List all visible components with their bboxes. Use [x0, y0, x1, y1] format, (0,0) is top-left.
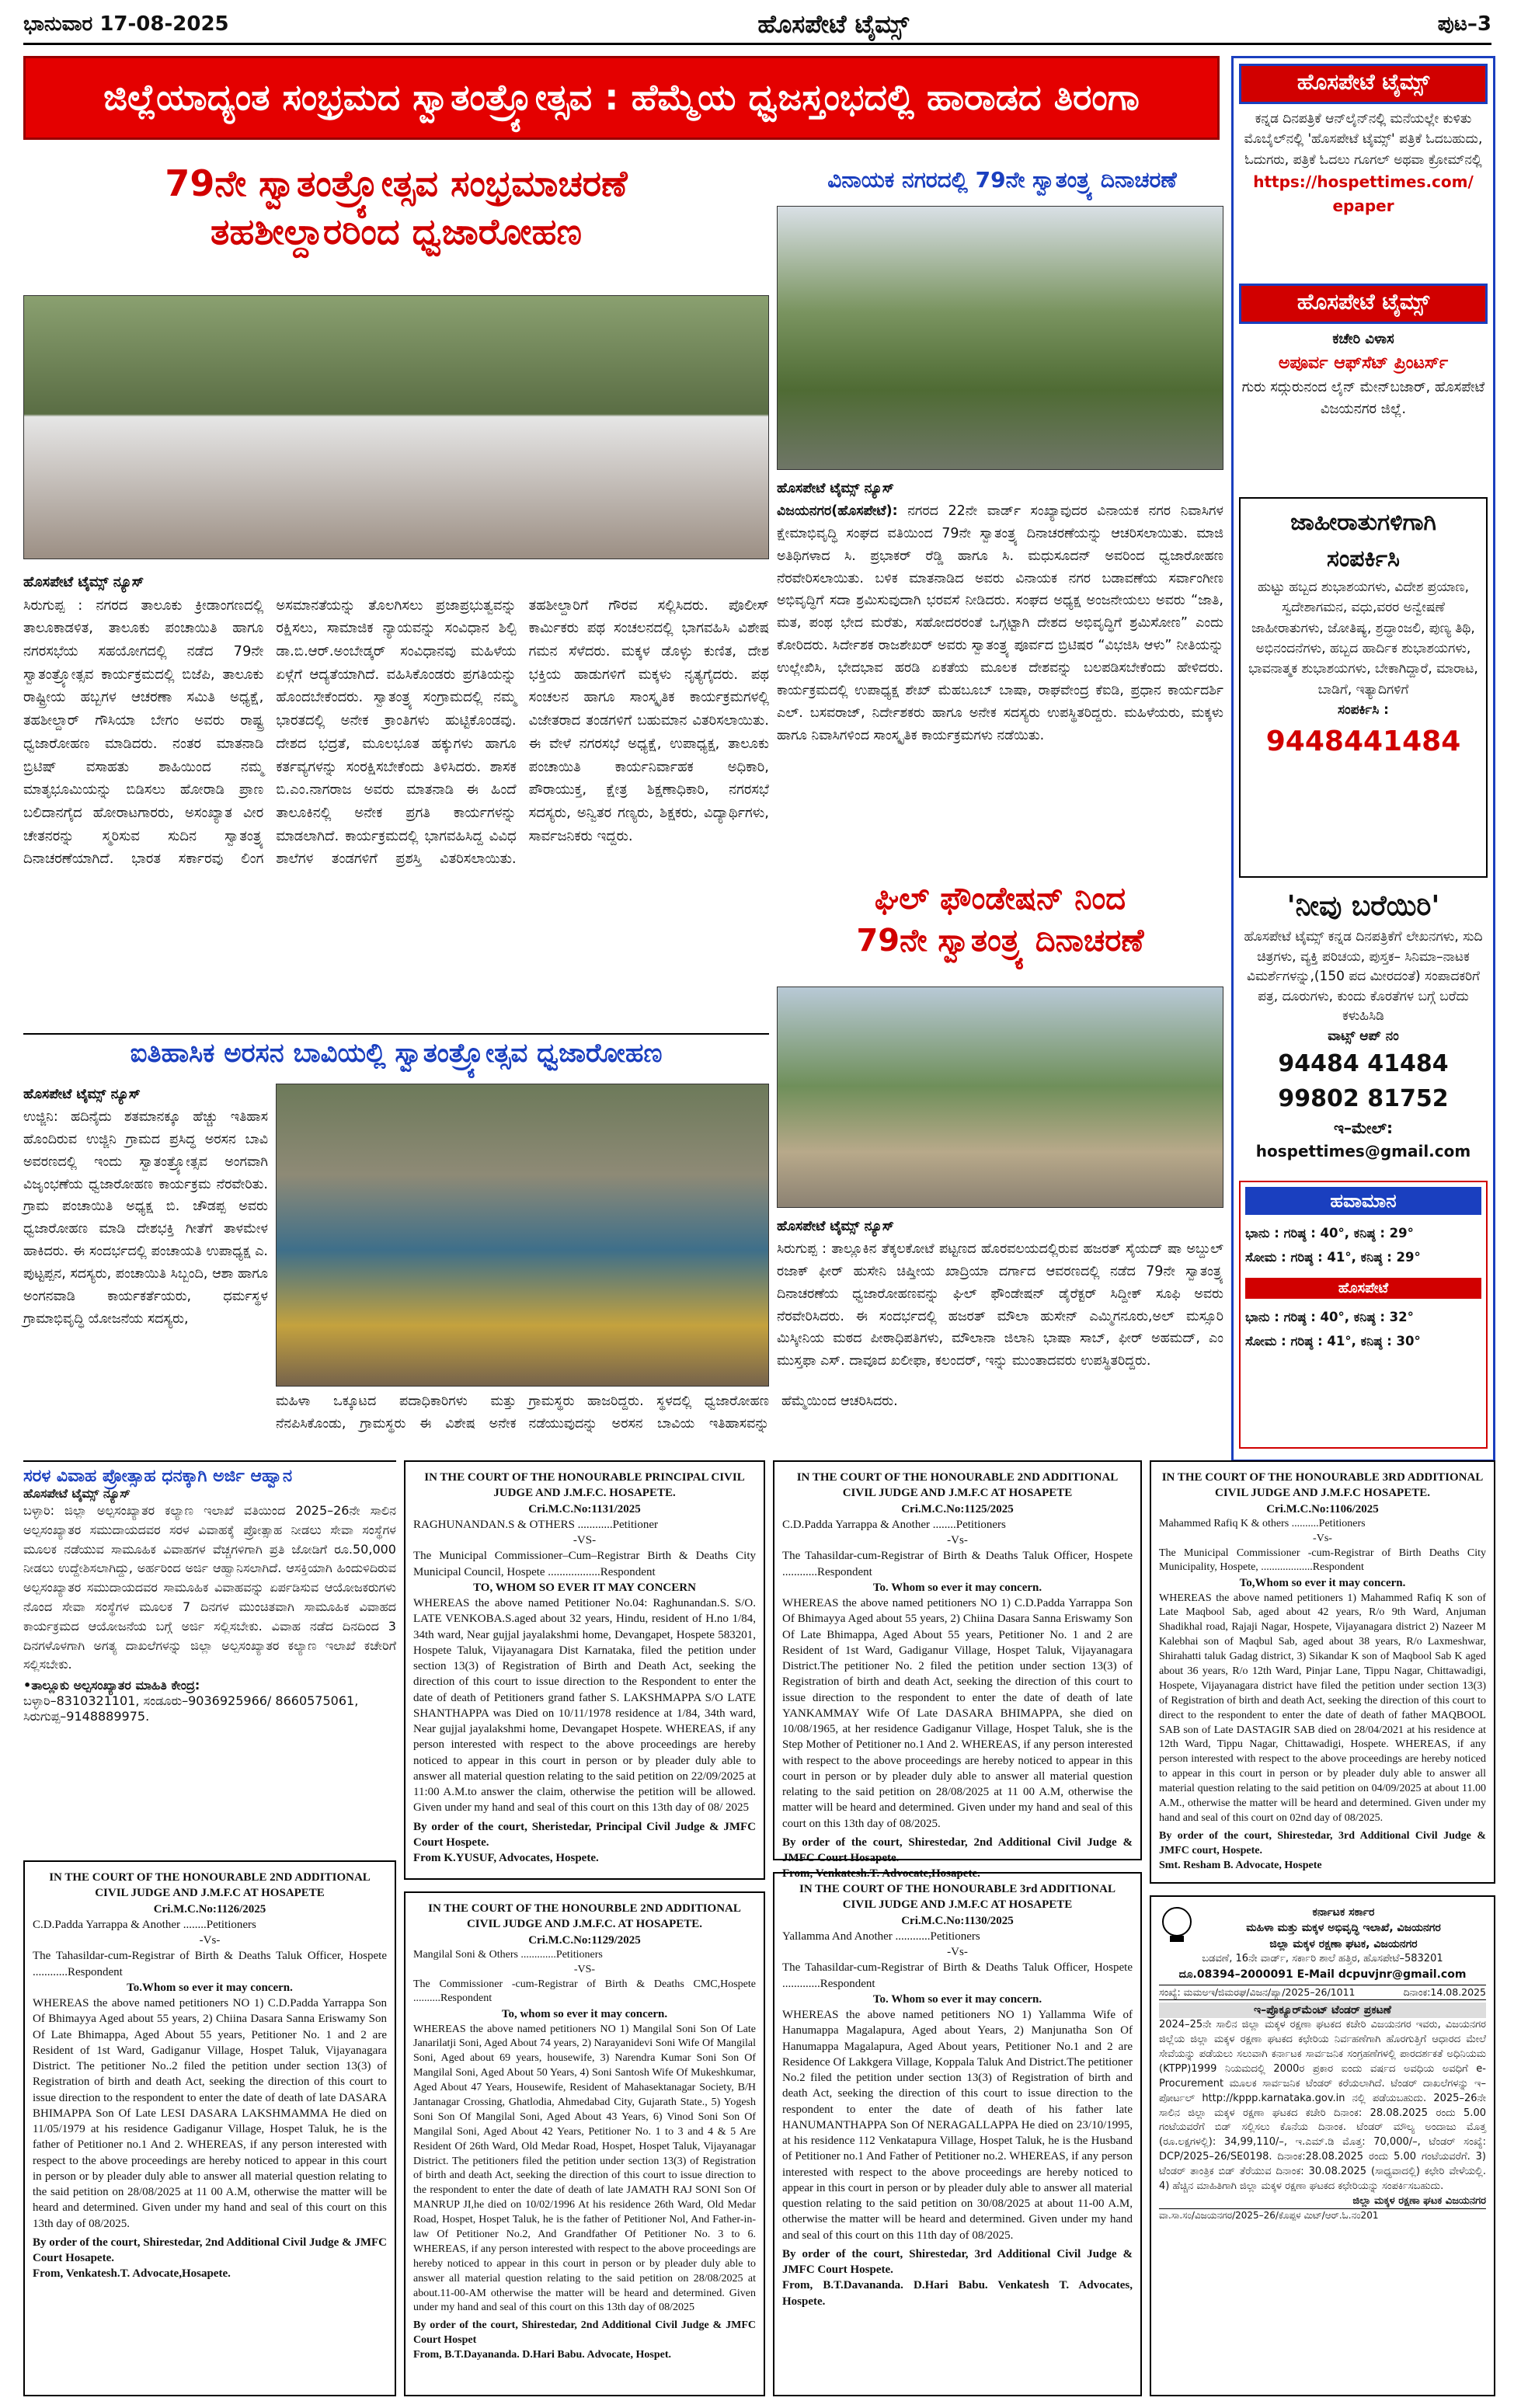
- story1-byline: ಹೊಸಪೇಟೆ ಟೈಮ್ಸ್ ನ್ಯೂಸ್: [23, 574, 144, 590]
- tender-line4: ಬಡವಣೆ, 16ನೇ ವಾರ್ಡ್, ಸರ್ಕಾರಿ ಶಾಲೆ ಹತ್ತಿರ, ಹೊಸಪೇಟೆ–583201: [1202, 1952, 1443, 1964]
- story4-byline: ಹೊಸಪೇಟೆ ಟೈಮ್ಸ್ ನ್ಯೂಸ್: [23, 1087, 141, 1102]
- notice-vs: -Vs-: [947, 1534, 968, 1547]
- notice-case: Cri.M.C.No:1129/2025: [528, 1933, 641, 1947]
- story5-info: ಬಳ್ಳಾರಿ–8310321101, ಸಂಡೂರು–9036925966/ 8660575061, ಸಿರುಗುಪ್ಪ–9148889975.: [23, 1693, 359, 1724]
- story3-photo: [777, 987, 1223, 1208]
- notice-from: From, Venkatesh.T. Advocate,Hosapete.: [33, 2267, 231, 2281]
- notice-body: WHEREAS the above named petitioners NO 1) Mangilal Soni Son Of Late Janarilatji Soni, Aged About 74 years, 2) Narayanidevi Soni Wife Of Mangilal Soni, Aged about 69 years, housewife, 3) Narendra Kumar Soni Son Of Mangilal Soni, Aged About 50 Years, 4) Soni Santosh Wife Of Mukeshkumar, Aged About 47 Years, Housewife, Resident of Mahasektanagar Society, B/H Jantanagar Crossing, Ghatlodia, Ahmedabad City, Gujarath State., 5) Yogesh Soni Son Of Mangilal Soni, Aged About 43 Years, 6) Vinod Soni Son Of Mangilal Soni, Aged About 42 Years, Petitioner No. 1 to 3 and 4 & 5 Are Resident Of 26th Ward, Old Medar Road, Hospet, Hospet Taluk, Vijayanagar District. The petitioners filed the petition under section 13(3) of Registration of birth and death Act, seeking the direction of this court to issue direction to the respondent to enter the date of death of late JAMATH RAJ SONI Son Of MANRUP JI,he died on 10/02/1996 At his residence 26th Ward, Old Medar Road, Hospet, Hospet Taluk, he is the father of Petitioner Nol, And Father-in-law Of Petitioner No.2, And Grandfather Of Petitioner No. 3 to 6. WHEREAS, if any person interested with respect to the above proceedings are hereby noticed to appear in this court in person or by pleader duly able to answer all material question relating to the said petition on 28/08/2025 at about.11-00-AM otherwise the matter will be heard and determined. Given under my hand and seal of this court on this 13th day of 08/2025: [413, 2023, 756, 2314]
- notice-from: Smt. Resham B. Advocate, Hospete: [1159, 1859, 1322, 1871]
- ad1-body: [1239, 109, 1488, 264]
- tender-footer: ವಾ.ಸಾ.ಸಂ/ವಿಜಯನಗರ/2025–26/ಕೊಪ್ಪಳ ಮಿಟ್/ಆರ್.ಓ.ನಂ201: [1159, 2208, 1486, 2222]
- notice-6: [773, 1872, 1142, 2396]
- ad2-head: ಹೊಸಪೇಟೆ ಟೈಮ್ಸ್: [1239, 284, 1488, 324]
- tender-date: ದಿನಾಂಕ:14.08.2025: [1403, 1986, 1486, 1999]
- notice-vs: -Vs-: [947, 1946, 968, 1958]
- notice-respondent: The Municipal Commissioner -cum-Registrar of Birth Deaths City Municipality, Hospete, ...................Respondent: [1159, 1547, 1486, 1574]
- notice-vs: -Vs-: [199, 1934, 221, 1947]
- story4-body-left: ಉಜ್ಜಿನಿ: ಹದಿನೈದು ಶತಮಾನಕ್ಕೂ ಹೆಚ್ಚು ಇತಿಹಾಸ ಹೊಂದಿರುವ ಉಜ್ಜಿನಿ ಗ್ರಾಮದ ಪ್ರಸಿದ್ಧ ಅರಸನ ಬಾವಿ ಅವರಣದಲ್ಲಿ ಇಂದು ಸ್ವಾತಂತ್ರ್ಯೋತ್ಸವ ಅಂಗವಾಗಿ ವಿಜೃಂಭಣೆಯ ಧ್ವಜಾರೋಹಣ ಕಾರ್ಯಕ್ರಮ ನೆರವೇರಿತು. ಗ್ರಾಮ ಪಂಚಾಯಿತಿ ಅಧ್ಯಕ್ಷ ಬಿ. ಚೌಡಪ್ಪ ಅವರು ಧ್ವಜಾರೋಹಣ ಮಾಡಿ ದೇಶಭಕ್ತಿ ಗೀತೆಗೆ ತಾಳಮೇಳ ಹಾಕಿದರು. ಈ ಸಂದರ್ಭದಲ್ಲಿ ಪಂಚಾಯತಿ ಉಪಾಧ್ಯಕ್ಷ ಎ. ಪುಟ್ಟಪ್ಪನ, ಸದಸ್ಯರು, ಪಂಚಾಯಿತಿ ಸಿಬ್ಬಂದಿ, ಆಶಾ ಹಾಗೂ ಅಂಗನವಾಡಿ ಕಾರ್ಯಕರ್ತೆಯರು, ಧರ್ಮಸ್ಥಳ ಗ್ರಾಮಾಭಿವೃದ್ಧಿ ಯೋಜನೆಯ ಸದಸ್ಯರು,: [23, 1108, 268, 1327]
- notice-from: From, Venkatesh.T. Advocate,Hosapete.: [782, 1867, 980, 1881]
- story5-body: ಬಳ್ಳಾರಿ: ಜಿಲ್ಲಾ ಅಲ್ಪಸಂಖ್ಯಾತರ ಕಲ್ಯಾಣ ಇಲಾಖೆ ವತಿಯಿಂದ 2025–26ನೇ ಸಾಲಿನ ಅಲ್ಪಸಂಖ್ಯಾತರ ಸಮುದಾಯದವರ ಸರಳ ವಿವಾಹಕ್ಕೆ ಪ್ರೋತ್ಸಾಹ ನೀಡಲು ಸೇವಾ ಸಂಸ್ಥೆಗಳ ಮೂಲಕ ನಡೆಯುವ ಸಾಮೂಹಿಕ ವಿವಾಹಗಳ ವೆಚ್ಚಗಳಿಗಾಗಿ ಪ್ರತಿ ಜೋಡಿಗೆ ರೂ.50,000 ನೀಡಲು ಉದ್ದೇಶಿಸಲಾಗಿದ್ದು, ಅರ್ಹರಿಂದ ಅರ್ಜಿ ಆಹ್ವಾನಿಸಲಾಗಿದೆ. ಆಸಕ್ತಿಯಾಗಿ ಹಿಂದುಳಿದಿರುವ ಅಲ್ಪಸಂಖ್ಯಾತರ ಸಮುದಾಯದವರ ಸಾಮೂಹಿಕ ವಿವಾಹವನ್ನು ಏರ್ಪಡಿಸುವ ಆಯೋಜಕರುಗಳು ನೊಂದ ಸೇವಾ ಸಂಸ್ಥೆಗಳ ಮೂಲಕ 7 ದಿನಗಳ ಮುಂಚಿತವಾಗಿ ಸಾಮೂಹಿಕ ವಿವಾಹದ ಕಾರ್ಯಕ್ರಮದ ಆಯೋಜನೆಯ ಬಗ್ಗೆ ಅರ್ಜಿ ಸಲ್ಲಿಸಬೇಕು. ವಿವಾಹ ನಡೆದ ದಿನದಿಂದ 3 ದಿನಗಳೊಳಗಾಗಿ ಅಗತ್ಯ ದಾಖಲೆಗಳನ್ನು ಜಿಲ್ಲಾ ಅಲ್ಪಸಂಖ್ಯಾತರ ಕಲ್ಯಾಣ ಇಲಾಖೆ ಕಚೇರಿಗೆ ಸಲ್ಲಿಸಬೇಕು.: [23, 1503, 396, 1672]
- weather-place: ಹೊಸಪೇಟೆ: [1245, 1278, 1481, 1299]
- notice-sign: By order of the court, Sheristedar, Principal Civil Judge & JMFC Court Hospete.: [413, 1820, 756, 1849]
- ad4-text: ಹೊಸಪೇಟೆ ಟೈಮ್ಸ್ ಕನ್ನಡ ದಿನಪತ್ರಿಕೆಗೆ ಲೇಖನಗಳು, ಸುದಿ ಚಿತ್ರಗಳು, ವ್ಯಕ್ತಿ ಪರಿಚಯ, ಪುಸ್ತಕ– ಸಿನಿಮಾ–ನಾಟಕ ವಿಮರ್ಶೆಗಳನ್ನು,(150 ಪದ ಮೀರದಂತೆ) ಸಂಪಾದಕರಿಗೆ ಪತ್ರ, ದೂರುಗಳು, ಕುಂದು ಕೊರತೆಗಳ ಬಗ್ಗೆ ಬರೆದು ಕಳುಹಿಸಿಡಿ: [1244, 929, 1483, 1024]
- notice-case: Cri.M.C.No:1125/2025: [901, 1502, 1014, 1515]
- ad2-l4: ವಿಜಯನಗರ ಜಿಲ್ಲೆ.: [1320, 400, 1407, 417]
- notice-5: [404, 1891, 765, 2396]
- ad2-l2: ಅಪೂರ್ವ ಆಫ್‌ಸೆಟ್ ಪ್ರಿಂಟರ್ಸ್: [1278, 353, 1449, 373]
- story4-headline: ಐತಿಹಾಸಿಕ ಅರಸನ ಬಾವಿಯಲ್ಲಿ ಸ್ವಾತಂತ್ರ್ಯೋತ್ಸವ ಧ್ವಜಾರೋಹಣ: [23, 1033, 769, 1072]
- notice-from: From, B.T.Davananda. D.Hari Babu. Venkatesh T. Advocates, Hospete.: [782, 2279, 1133, 2308]
- notice-sign: By order of the court, Shirestedar, 2nd Additional Civil Judge & JMFC Court Hosapete.: [33, 2236, 387, 2264]
- notice-petitioner: Mahammed Rafiq K & others ..........Petitioners: [1159, 1517, 1366, 1529]
- story5-headline: ಸರಳ ವಿವಾಹ ಪ್ರೋತ್ಸಾಹ ಧನಕ್ಕಾಗಿ ಅರ್ಜಿ ಆಹ್ವಾನ: [23, 1467, 293, 1486]
- notice-sign: By order of the court, Shirestedar, 3rd Additional Civil Judge & JMFC court, Hospete.: [1159, 1829, 1486, 1856]
- story3-byline: ಹೊಸಪೇಟೆ ಟೈಮ್ಸ್ ನ್ಯೂಸ್: [777, 1219, 894, 1234]
- notice-body: WHEREAS the above named Petitioner No.04: Raghunandan.S. S/O. LATE VENKOBA.S.aged about 32 years, Hindu, resident of H.no 1/84, 34th ward, Near gujjal jayalakshmi home, Devangapet, Hospete 583201, Hospete Taluk, Vijayanagara Dist Karnataka, filed the petition under section 13(3) of Registration of Birth and Death Act, seeking the direction of this court to issue direction to the Respondent to enter the date of death of Petitioners grand father S. LAKSHMAPPA S/O LATE SHANTHAPPA was Died on 10/11/1978 residence at 1/84, 34th ward, Near gujjal jayalakshmi home, Devangapet Hospete. WHEREAS, if any person interested with respect to the above proceedings are hereby noticed to appear in this court in person or by pleader duly able to answer all material question relating to the said petition on 22/09/2025 at 11:00 A.M.to answer the claim, otherwise the petition will be allowed. Given under my hand and seal of this court on this 13th day of 08/ 2025: [413, 1597, 756, 1815]
- ad3-text: ಹುಟ್ಟು ಹಬ್ಬದ ಶುಭಾಶಯಗಳು, ವಿದೇಶ ಪ್ರಯಾಣ, ಸ್ವದೇಶಾಗಮನ, ವಧು,ವರರ ಅನ್ವೇಷಣೆ ಜಾಹೀರಾತುಗಳು, ಜೋತಿಷ್ಯ, ಶ್ರದ್ಧಾಂಜಲಿ, ಪುಣ್ಯ ತಿಥಿ, ಅಭಿನಂದನೆಗಳು, ಹಬ್ಬದ ಹಾರ್ದಿಕ ಶುಭಾಶಯಗಳು, ಭಾವನಾತ್ಮಕ ಶುಭಾಶಯಗಳು, ಬೇಕಾಗಿದ್ದಾರೆ, ಮಾರಾಟ, ಬಾಡಿಗೆ, ಇತ್ಯಾದಿಗಳಿಗೆ: [1248, 579, 1478, 698]
- weather-line3: ಭಾನು : ಗರಿಷ್ಠ : 40°, ಕನಿಷ್ಠ : 32°: [1245, 1309, 1414, 1324]
- ad3-sub: ಸಂಪರ್ಕಿಸಿ: [1327, 545, 1400, 572]
- story1-headline-line2: ತಹಶೀಲ್ದಾರರಿಂದ ಧ್ವಜಾರೋಹಣ: [210, 211, 583, 253]
- notice-title: IN THE COURT OF THE HONOURABLE PRINCIPAL CIVIL JUDGE AND J.M.F.C. HOSAPETE.: [424, 1471, 745, 1500]
- notice-petitioner: C.D.Padda Yarrappa & Another ........Petitioners: [33, 1918, 256, 1931]
- story3-body: ಸಿರುಗುಪ್ಪ : ತಾಲ್ಲೂಕಿನ ತೆಕ್ಕಲಕೋಟೆ ಪಟ್ಟಣದ ಹೊರವಲಯದಲ್ಲಿರುವ ಹಜರತ್ ಸೈಯದ್ ಷಾ ಅಬ್ದುಲ್ ರಜಾಕ್ ಫೀರ್ ಹುಸೇನಿ ಚಿಷ್ತೀಯ ಖಾದ್ರಿಯಾ ದರ್ಗಾದ ಆವರಣದಲ್ಲಿ ನಡೆದ 79ನೇ ಸ್ವಾತಂತ್ರ್ಯ ದಿನಾಚರಣೆಯ ಧ್ವಜಾರೋಹಣವನ್ನು ಘಿಲ್ ಫೌಂಡೇಷನ್ ಡೈರೆಕ್ಟರ್ ಸಿದ್ದೀಕ್ ಸೂಫಿ ಅವರು ನೆರವೇರಿಸಿದರು. ಈ ಸಂದರ್ಭದಲ್ಲಿ ಹಜರತ್ ಮೌಲಾ ಹುಸೇನ್ ಎಮ್ಮಿಗನೂರು,ಅಲ್ ಮಸ್ಸೂರಿ ಮಿಸ್ಕೀನಿಯ ಮಠದ ಪೀಠಾಧಿಪತಿಗಳು, ಮೌಲಾನಾ ಜಿಲಾನಿ ಭಾಷಾ ಸಾಬ್, ಫೀರ್ ಅಹಮದ್, ಎಂ ಮುಸ್ತಫಾ ಎಸ್. ದಾವೂದ ಖಲೀಫಾ, ಕಲಂದರ್, ಇನ್ನು ಮುಂತಾದವರು ಉಪಸ್ಥಿತರಿದ್ದರು.: [777, 1241, 1223, 1369]
- story4-photo: [276, 1084, 769, 1387]
- notice-respondent: The Tahasildar-cum-Registrar of Birth & Deaths Taluk Officer, Hospete ............Respondent: [33, 1950, 387, 1978]
- weather-box: [1239, 1181, 1488, 1449]
- ad4-phone2[interactable]: 99802 81752: [1278, 1085, 1449, 1112]
- notice-title: IN THE COURT OF THE HONOURBLE 2ND ADDITIONAL CIVIL JUDGE AND J.M.F.C. AT HOSAPETE.: [428, 1902, 741, 1931]
- notice-title: IN THE COURT OF THE HONOURABLE 2ND ADDITIONAL CIVIL JUDGE AND J.M.F.C AT HOSAPETE: [796, 1471, 1119, 1500]
- story1-headline-line1: 79ನೇ ಸ್ವಾತಂತ್ರ್ಯೋತ್ಸವ ಸಂಭ್ರಮಾಚರಣೆ: [165, 162, 628, 204]
- ad4-body: [1239, 886, 1488, 1165]
- notice-respondent: The Commissioner -cum-Registrar of Birth & Deaths CMC,Hospete ..........Respondent: [413, 1978, 756, 2005]
- ad1-head: ಹೊಸಪೇಟೆ ಟೈಮ್ಸ್: [1239, 64, 1488, 104]
- notice-1: [404, 1460, 765, 1880]
- story3-headline-line2: 79ನೇ ಸ್ವಾತಂತ್ರ್ಯ ದಿನಾಚರಣೆ: [856, 923, 1144, 959]
- notice-case: Cri.M.C.No:1130/2025: [901, 1914, 1014, 1927]
- story2-byline: ಹೊಸಪೇಟೆ ಟೈಮ್ಸ್ ನ್ಯೂಸ್: [777, 481, 894, 496]
- story4-body-bottom: ಮಹಿಳಾ ಒಕ್ಕೂಟದ ಪದಾಧಿಕಾರಿಗಳು ಮತ್ತು ನೆನಪಿಸಿಕೊಂಡು, ಗ್ರಾಮಸ್ಥರು ಈ ವಿಶೇಷ ಅನೇಕ ಗ್ರಾಮಸ್ಥರು ಹಾಜರಿದ್ದರು. ಸ್ಥಳದಲ್ಲಿ ಧ್ವಜಾರೋಹಣ ನಡೆಯುವುದನ್ನು ಅರಸನ ಬಾವಿಯ ಇತಿಹಾಸವನ್ನು ಹೆಮ್ಮೆಯಿಂದ ಆಚರಿಸಿದರು.: [276, 1394, 898, 1432]
- ad1-text: ಕನ್ನಡ ದಿನಪತ್ರಿಕೆ ಆನ್‌ಲೈನ್‌ನಲ್ಲಿ ಮನೆಯಲ್ಲೇ ಕುಳಿತು ಮೊಬೈಲ್‌ನಲ್ಲಿ 'ಹೊಸಪೇಟೆ ಟೈಮ್ಸ್' ಪತ್ರಿಕೆ ಓದಬಹುದು, ಓದುಗರು, ಪತ್ರಿಕೆ ಓದಲು ಗೂಗಲ್ ಅಥವಾ ಕ್ರೋಮ್‌ನಲ್ಲಿ: [1244, 111, 1483, 168]
- page-number: ಪುಟ–3: [1437, 12, 1491, 36]
- story5-byline: ಹೊಸಪೇಟೆ ಟೈಮ್ಸ್ ನ್ಯೂಸ್: [23, 1486, 131, 1501]
- ad2-l1: ಕಚೇರಿ ವಿಳಾಸ: [1332, 331, 1394, 347]
- tender-sign: ಜಿಲ್ಲಾ ಮಕ್ಕಳ ರಕ್ಷಣಾ ಘಟಕ ವಿಜಯನಗರ: [1352, 2194, 1486, 2207]
- notice-title: IN THE COURT OF THE HONOURABLE 3rd ADDITIONAL CIVIL JUDGE AND J.M.F.C AT HOSAPETE: [799, 1883, 1115, 1912]
- story1-body: ಸಿರುಗುಪ್ಪ : ನಗರದ ತಾಲೂಕು ಕ್ರೀಡಾಂಗಣದಲ್ಲಿ ತಾಲೂಕಾಡಳಿತ, ತಾಲೂಕು ಪಂಚಾಯಿತಿ ಹಾಗೂ ನಗರಸಭೆಯ ಸಹಯೋಗದಲ್ಲಿ ನಡೆದ 79ನೇ ಸ್ವಾತಂತ್ರ್ಯೋತ್ಸವ ಕಾರ್ಯಕ್ರಮದಲ್ಲಿ ಬಿಜೆಪಿ, ತಾಲೂಕು ರಾಷ್ಟ್ರೀಯ ಹಬ್ಬಗಳ ಆಚರಣಾ ಸಮಿತಿ ಅಧ್ಯಕ್ಷೆ, ತಹಶೀಲ್ದಾರ್ ಗೌಸಿಯಾ ಬೇಗಂ ಅವರು ರಾಷ್ಟ್ರ ಧ್ವಜಾರೋಹಣ ಮಾಡಿದರು. ನಂತರ ಮಾತನಾಡಿ ಬ್ರಿಟಿಷ್ ವಸಾಹತು ಶಾಹಿಯಿಂದ ನಮ್ಮ ಮಾತೃಭೂಮಿಯನ್ನು ಬಿಡಿಸಲು ಹೋರಾಡಿ ಪ್ರಾಣ ಬಲಿದಾನಗೈದ ಹೋರಾಟಗಾರರು, ಅಸಂಖ್ಯಾತ ವೀರ ಚೇತನರನ್ನು ಸ್ಮರಿಸುವ ಸುದಿನ ಸ್ವಾತಂತ್ರ್ಯ ದಿನಾಚರಣೆಯಾಗಿದೆ. ಭಾರತ ಸರ್ಕಾರವು ಲಿಂಗ ಅಸಮಾನತೆಯನ್ನು ತೊಲಗಿಸಲು ಪ್ರಜಾಪ್ರಭುತ್ವವನ್ನು ರಕ್ಷಿಸಲು, ಸಾಮಾಜಿಕ ನ್ಯಾಯವನ್ನು ಸಂವಿಧಾನ ಶಿಲ್ಪಿ ಡಾ.ಬಿ.ಆರ್.ಅಂಬೇಡ್ಕರ್ ಸಂವಿಧಾನವು ಮಹಿಳೆಯ ಏಳ್ಗೆಗೆ ಆದ್ಯತೆಯಾಗಿದೆ. ವಹಿಸಿಕೊಂಡರು ಪ್ರಗತಿಯನ್ನು ಹೊಂದಬೇಕೆಂದರು. ಸ್ವಾತಂತ್ರ್ಯ ಸಂಗ್ರಾಮದಲ್ಲಿ ನಮ್ಮ ಭಾರತದಲ್ಲಿ ಅನೇಕ ಕ್ರಾಂತಿಗಳು ಹುಟ್ಟಿಕೊಂಡವು. ದೇಶದ ಭದ್ರತೆ, ಮೂಲಭೂತ ಹಕ್ಕುಗಳು ಹಾಗೂ ಕರ್ತವ್ಯಗಳನ್ನು ಸಂರಕ್ಷಿಸಬೇಕೆಂದು ತಿಳಿಸಿದರು. ಶಾಸಕ ಬಿ.ಎಂ.ನಾಗರಾಜ ಅವರು ಮಾತನಾಡಿ ಈ ಹಿಂದೆ ತಾಲೂಕಿನಲ್ಲಿ ಅನೇಕ ಪ್ರಗತಿ ಕಾರ್ಯಗಳನ್ನು ಮಾಡಲಾಗಿದೆ. ಕಾರ್ಯಕ್ರಮದಲ್ಲಿ ಭಾಗವಹಿಸಿದ್ದ ವಿವಿಧ ಶಾಲೆಗಳ ತಂಡಗಳಿಗೆ ಪ್ರಶಸ್ತಿ ವಿತರಿಸಲಾಯಿತು. ತಹಶೀಲ್ದಾರಿಗೆ ಗೌರವ ಸಲ್ಲಿಸಿದರು. ಪೊಲೀಸ್ ಕಾರ್ಮಿಕರು ಪಥ ಸಂಚಲನದಲ್ಲಿ ಭಾಗವಹಿಸಿ ವಿಶೇಷ ಗಮನ ಸೆಳೆದರು. ಮಕ್ಕಳ ಡೊಳ್ಳು ಕುಣಿತ, ದೇಶ ಭಕ್ತಿಯ ಹಾಡುಗಳಿಗೆ ಮಕ್ಕಳು ನೃತ್ಯಗೈದರು. ಪಥ ಸಂಚಲನ ಹಾಗೂ ಸಾಂಸ್ಕೃತಿಕ ಕಾರ್ಯಕ್ರಮಗಳಲ್ಲಿ ವಿಜೇತರಾದ ತಂಡಗಳಿಗೆ ಬಹುಮಾನ ವಿತರಿಸಲಾಯಿತು. ಈ ವೇಳೆ ನಗರಸಭೆ ಅಧ್ಯಕ್ಷೆ, ಉಪಾಧ್ಯಕ್ಷ, ತಾಲೂಕು ಪಂಚಾಯಿತಿ ಕಾರ್ಯನಿರ್ವಾಹಕ ಅಧಿಕಾರಿ, ಪೌರಾಯುಕ್ತ, ಕ್ಷೇತ್ರ ಶಿಕ್ಷಣಾಧಿಕಾರಿ, ನಗರಸಭೆ ಸದಸ್ಯರು, ಅನ್ವಿತರ ಗಣ್ಯರು, ಶಿಕ್ಷಕರು, ವಿದ್ಯಾರ್ಥಿಗಳು, ಸಾರ್ವಜನಿಕರು ಇದ್ದರು.: [23, 597, 769, 868]
- ad1-url[interactable]: https://hospettimes.com/ epaper: [1253, 172, 1474, 216]
- ad3-body: [1247, 505, 1480, 870]
- weather-line4: ಸೋಮ : ಗರಿಷ್ಠ : 41°, ಕನಿಷ್ಠ : 30°: [1245, 1334, 1421, 1349]
- emblem-icon: [1159, 1905, 1195, 1945]
- ad4-whatsapp-label: ವಾಟ್ಸ್ ಆಪ್ ನಂ: [1328, 1028, 1399, 1044]
- ad3-phone[interactable]: 9448441484: [1265, 726, 1461, 758]
- notice-respondent: The Municipal Commissioner–Cum–Registrar Birth & Deaths City Municipal Council, Hospete ..................Respondent: [413, 1550, 756, 1578]
- notice-from: From K.YUSUF, Advocates, Hospete.: [413, 1852, 599, 1864]
- issue-date: ಭಾನುವಾರ 17-08-2025: [23, 12, 229, 36]
- notice-vs: -VS-: [573, 1963, 596, 1975]
- notice-case: Cri.M.C.No:1106/2025: [1266, 1502, 1379, 1515]
- notice-respondent: The Tahasildar-cum-Registrar of Birth & Deaths Taluk Officer, Hospete .............Respondent: [782, 1961, 1133, 1990]
- notice-vs: -VS-: [573, 1534, 597, 1547]
- story3-headline-line1: ಘಿಲ್ ಫೌಂಡೇಷನ್ ನಿಂದ: [874, 881, 1126, 917]
- story4-text-left: [23, 1084, 268, 1445]
- page-header: [23, 6, 1491, 45]
- ad2-body: [1239, 329, 1488, 484]
- notice-whom: To.Whom so ever it may concern.: [127, 1981, 293, 1994]
- notice-from: From, B.T.Dayananda. D.Hari Babu. Advocate, Hospet.: [413, 2349, 672, 2361]
- ad3-head: ಜಾಹೀರಾತುಗಳಿಗಾಗಿ: [1290, 509, 1436, 536]
- tender-line1: ಕರ್ನಾಟಕ ಸರ್ಕಾರ: [1312, 1906, 1375, 1919]
- ad3-contact: ಸಂಪರ್ಕಿಸಿ :: [1338, 702, 1389, 719]
- notice-whom: To. Whom so ever it may concern.: [872, 1581, 1042, 1594]
- notice-case: Cri.M.C.No:1131/2025: [528, 1502, 641, 1515]
- weather-line1: ಭಾನು : ಗರಿಷ್ಠ : 40°, ಕನಿಷ್ಠ : 29°: [1245, 1226, 1414, 1241]
- story1-photo: [23, 295, 769, 559]
- story5-info-title: •ತಾಲ್ಲೂಕು ಅಲ್ಪಸಂಖ್ಯಾತರ ಮಾಹಿತಿ ಕೇಂದ್ರ:: [23, 1678, 200, 1693]
- tender-line2: ಮಹಿಳಾ ಮತ್ತು ಮಕ್ಕಳ ಅಭಿವೃದ್ಧಿ ಇಲಾಖೆ, ವಿಜಯನಗರ: [1246, 1922, 1441, 1935]
- story2-headline: ವಿನಾಯಕ ನಗರದಲ್ಲಿ 79ನೇ ಸ್ವಾತಂತ್ರ್ಯ ದಿನಾಚರಣೆ: [827, 167, 1177, 193]
- ad4-head: 'ನೀವು ಬರೆಯಿರಿ': [1286, 890, 1440, 922]
- story2-photo: [777, 206, 1223, 470]
- story1-text: [23, 571, 769, 979]
- notice-whom: To,Whom so ever it may concern.: [1239, 1577, 1406, 1590]
- notice-body: WHEREAS the above named petitioners NO 1) Yallamma Wife of Hanumappa Magalapura, Aged about Years, 2) Manjunatha Son Of Hanumappa Magalapura, Aged About years, Petitioner No.1 and 2 are Residence Of Lakkgera Village, Koppala Taluk And District.The petitioner No.2 filed the petition under section 13(3) of Registration of birth and death Act, seeking the direction of this court to issue direction to the respondent to enter the date of death of his father late HANUMANTHAPPA Son Of NERAGALLAPPA He died on 23/10/1995, at his residence 112 Venkatapura Village, Hospet Taluk, he is the Husband of Petitioner no.1 And Father of Petitioner no.2. WHEREAS, if any person interested with respect to the above proceedings are hereby noticed to appear in this court in person or by pleader duly able to answer all material question relating to the said petition on 30/08/2025 at about 11-00 A.M, otherwise the matter will be heard and determined. Given under my hand and seal of this court on this 11th day of 08/2025.: [782, 2009, 1133, 2242]
- story5: [23, 1460, 396, 1849]
- notice-petitioner: Yallamma And Another ............Petitioners: [782, 1930, 980, 1943]
- notice-respondent: The Tahasildar-cum-Registrar of Birth & Deaths Taluk Officer, Hospete ............Respondent: [782, 1550, 1133, 1578]
- notice-petitioner: C.D.Padda Yarrappa & Another ........Petitioners: [782, 1518, 1006, 1531]
- ad4-email[interactable]: ಇ–ಮೇಲ್: hospettimes@gmail.com: [1255, 1119, 1471, 1161]
- story2-text: [777, 478, 1223, 843]
- story3-headline: [777, 878, 1223, 971]
- notice-body: WHEREAS the above named petitioners NO 1) C.D.Padda Yarrappa Son Of Bhimayya Aged about 55 years, 2) Chiina Dasara Sanna Eriswamy Son Of Late Bhimappa, Aged About 55 years, Petitioner No. 1 and 2 are Resident of 1st Ward, Gadiganur Village, Hospet Taluk, Vijayanagara District. The petitioner No..2 filed the petition under section 13(3) of Registration of birth and death Act, seeking the direction of this court to issue direction to the respondent to enter the date of death of late DASARA BHIMAPPA Son Of Late LESI DASARA LAKSHMAMMA He died on 11/05/1979 at his residence Gadiganur Village, Hospet Taluk, he is the father of Petitioner no.1 And 2. WHEREAS, if any person interested with respect to the above proceedings are hereby noticed to appear in this court in person or by pleader duly able to answer all material question relating to the said petition on 28/08/2025 at 11 00 A.M, otherwise the matter will be heard and determined. Given under my hand and seal of this court on this 13th day of 08/2025.: [33, 1997, 387, 2230]
- notice-case: Cri.M.C.No:1126/2025: [153, 1902, 266, 1916]
- notice-sign: By order of the court, Shirestedar, 3rd Additional Civil Judge & JMFC Court Hospete.: [782, 2247, 1133, 2276]
- weather-head: ಹವಾಮಾನ: [1245, 1187, 1481, 1215]
- story2-body: ನಗರದ 22ನೇ ವಾರ್ಡ್ ಸಂಖ್ಯಾವುದರ ವಿನಾಯಕ ನಗರ ನಿವಾಸಿಗಳ ಕ್ಷೇಮಾಭಿವೃದ್ಧಿ ಸಂಘದ ವತಿಯಿಂದ 79ನೇ ಸ್ವಾತಂತ್ರ್ಯ ದಿನಾಚರಣೆಯನ್ನು ಆಚರಿಸಲಾಯಿತು. ಮಾಜಿ ಅತಿಥಿಗಳಾದ ಸಿ. ಪ್ರಭಾಕರ್ ರೆಡ್ಡಿ ಹಾಗೂ ಸಿ. ಮಧುಸೂದನ್ ಅವರಿಂದ ಧ್ವಜಾರೋಹಣ ನೆರವೇರಿಸಲಾಯಿತು. ಬಳಿಕ ಮಾತನಾಡಿದ ಅವರು ವಿನಾಯಕ ನಗರ ಬಡಾವಣೆಯ ಸರ್ವಾಂಗೀಣ ಅಭಿವೃದ್ಧಿಗೆ ಸದಾ ಶ್ರಮಿಸುವುದಾಗಿ ಭರವಸೆ ನೀಡಿದರು. ಸಂಘದ ಅಧ್ಯಕ್ಷ ಅಂಜನೇಯಲು ಅವರು “ಜಾತಿ, ಮತ, ಪಂಥ ಭೇದ ಮರೆತು, ಸಹೋದರರಂತೆ ಒಗ್ಗಟ್ಟಾಗಿ ದೇಶದ ಅಭಿವೃದ್ಧಿಗೆ ಶ್ರಮಿಸೋಣ” ಎಂದು ಕೋರಿದರು. ಸಿರ್ದೇಶಕ ರಾಜಶೇಖರ್ ಅವರು ಸ್ವಾತಂತ್ರ್ಯ ಪೂರ್ವದ ಬ್ರಿಟಿಷರ “ವಿಭಜಿಸಿ ಆಳು” ನೀತಿಯನ್ನು ಉಲ್ಲೇಖಿಸಿ, ಭೇದಭಾವ ಹರಡಿ ಏಕತೆಯ ಮೂಲಕ ದೇಶವನ್ನು ಬಲಪಡಿಸಬೇಕೆಂದು ಹೇಳಿದರು. ಕಾರ್ಯಕ್ರಮದಲ್ಲಿ ಉಪಾಧ್ಯಕ್ಷ ಶೇಖ್ ಮೆಹಬೂಬ್ ಬಾಷಾ, ರಾಘವೇಂದ್ರ ಕೆಐಡಿ, ಪ್ರಧಾನ ಕಾರ್ಯದರ್ಶಿ ಎಲ್. ಬಸವರಾಜ್, ನಿರ್ದೇಶಕರು ಹಾಗೂ ಅನೇಕ ಸದಸ್ಯರು ಉಪಸ್ಥಿತರಿದ್ದರು. ಮಹಿಳೆಯರು, ಮಕ್ಕಳು ಹಾಗೂ ನಿವಾಸಿಗಳಿಂದ ಸಾಂಸ್ಕೃತಿಕ ಕಾರ್ಯಕ್ರಮಗಳು ನಡೆಯಿತು.: [777, 503, 1223, 743]
- notice-vs: -Vs-: [1313, 1532, 1332, 1544]
- tender-notice: [1150, 1895, 1495, 2396]
- notice-sign: By order of the court, Shirestedar, 2nd Additional Civil Judge & JMFC Court Hospet: [413, 2319, 756, 2347]
- notice-body: WHEREAS the above named petitioners 1) Mahammed Rafiq K son of Late Maqbool Sab, aged about 42 years, R/o 9th Ward, Anjuman Shadikhal road, Rajaji Nagar, Hospete, Vijayanagara district 2) Nazeer M Kalebhai son of Maqbul Sab, aged about 38 years, R/o Laxmeshwar, Shirahatti taluk Gadag district, 3) Sikandar K son of Maqbool Sab K aged about 36 years, R/o 12th Ward, Pinjar Lane, Tippu Nagar, Chittawadigi, Hospete, Vijayanagara district have filed the petition under section 13(3) of Registration of birth and death Act, seeking the direction of this court to direct to the respondent to enter the date of death of father MAQBOOL SAB son of Late DASTAGIR SAB died on 28/04/2021 at his residence at 12th Ward, Tippu Nagar, Chittawadigi, Hospete. WHEREAS, if any person interested with respect to the above proceedings are hereby noticed to appear in this court in person or by pleader duly able to answer all material question relating to the said petition on 04/09/2025 at about 11.00 A.M., otherwise the matter will be heard and determined. Given under my hand and seal of this court on 02nd day of 08/2025.: [1159, 1592, 1486, 1824]
- notice-petitioner: RAGHUNANDAN.S & OTHERS ............Petitioner: [413, 1518, 658, 1531]
- notice-body: WHEREAS the above named petitioners NO 1) C.D.Padda Yarrappa Son Of Bhimayya Aged about 55 years, 2) Chiina Dasara Sanna Eriswamy Son Of Late Bhimappa, Aged About 55 years, Petitioner No. 1 and 2 are Resident of 1st Ward, Gadiganur Village, Hospet Taluk, Vijayanagara District.The petitioner No. 2 filed the petition under section 13(3) of Registration of birth and death Act, seeking the direction of this court to issue direction to the respondent to enter the date of death of late YANKAMMAY Wife Of Late DASARA BHIMAPPA, she died on 10/08/1965, at her residence Gadiganur Village, Hospet Taluk, she is the Step Mother of Petitioner no.1 And 2. WHEREAS, if any person interested with respect to the above proceedings are hereby noticed to appear in this court in person or by pleader duly able to answer all material question relating to the said petition on 28/08/2025 at 11 00 A.M, otherwise the matter will be heard and determined. Given under my hand and seal of this court on this 13th day of 08/2025.: [782, 1597, 1133, 1830]
- notice-sign: By order of the court, Shirestedar, 2nd Additional Civil Judge & JMFC Court Hosapete.: [782, 1836, 1133, 1864]
- ad4-phone1[interactable]: 94484 41484: [1278, 1050, 1449, 1077]
- tender-body: 2024–25ನೇ ಸಾಲಿನ ಜಿಲ್ಲಾ ಮಕ್ಕಳ ರಕ್ಷಣಾ ಘಟಕದ ಕಚೇರಿ ವಿಜಯನಗರ ಇವರು, ವಿಜಯನಗರ ಜಿಲ್ಲೆಯ ಜಿಲ್ಲಾ ಮಕ್ಕಳ ರಕ್ಷಣಾ ಘಟಕದ ಕಛೇರಿಯ ನಿರ್ವಹಣೆಗಾಗಿ ಹೊರಗುತ್ತಿಗೆ ಆಧಾರದ ಮೇಲೆ ಸೇವೆಯನ್ನು ಪಡೆಯಲು ಸಲುವಾಗಿ ಕರ್ನಾಟಕ ಸಾರ್ವಜನಿಕ ಸಂಗ್ರಹಣೆಗಳಲ್ಲಿ ಪಾರದರ್ಶಕತೆ ಅಧಿನಿಯಮ (KTPP)1999 ನಿಯಮದಲ್ಲಿ 2000ರ ಪ್ರಕಾರ ಐಂದು ವರ್ಷದ ಅವಧಿಯ ಅವಧಿಗೆ e-Procurement ಮೂಲಕ ಸಾರ್ವಜನಿಕ ಟೆಂಡರ್‌ ಕರೆಯಲಾಗಿದೆ. ಟೆಂಡರ್ ದಾಖಲೆಗಳನ್ನು ಇ–ಪೋರ್ಟಲ್ http://kppp.karnataka.gov.in ನಲ್ಲಿ ಪಡೆಯಬಹುದು. 2025–26ನೇ ಸಾಲಿನ ಜಿಲ್ಲಾ ಮಕ್ಕಳ ರಕ್ಷಣಾ ಘಟಕದ ಕಚೇರಿ ದಿನಾಂಕ: 28.08.2025 ರಂದು 5.00 ಗಂಟೆಯವರೆಗೆ ಬಿಡ್ ಸಲ್ಲಿಸಲು ಕೊನೆಯ ದಿನಾಂಕ. ಟೆಂಡರ್‌ ಮೌಲ್ಯ ಅಂದಾಜು ಮೊತ್ತ (ರೂ.ಲಕ್ಷಗಳಲ್ಲಿ): 34,99,110/–, ಇ.ಎಮ್.ಡಿ ಮೊತ್ತ: 70,000/–, ಟೆಂಡರ್ ಸಂಖ್ಯೆ: DCP/2025–26/SE0198. ದಿನಾಂಕ:28.08.2025 ರಂದು 5.00 ಗಂಟೆಯವರೆಗೆ. 3) ಟೆಂಡರ್ ತಾಂತ್ರಿಕ ಬಿಡ್ ತೆರೆಯುವ ದಿನಾಂಕ: 30.08.2025 (ಸಾಧ್ಯವಾದಲ್ಲಿ) ಕಛೇರಿ ವೇಳೆಯಲ್ಲಿ. 4) ಹೆಚ್ಚಿನ ಮಾಹಿತಿಗಾಗಿ ಜಿಲ್ಲಾ ಮಕ್ಕಳ ರಕ್ಷಣಾ ಘಟಕದ ಕಛೇರಿಯನ್ನು ಸಂಪರ್ಕಿಸಬಹುದು.: [1159, 2019, 1486, 2192]
- tender-ref: ಸಂಖ್ಯೆ: ಮಮಅಇ/ಜಿಮರಘ/ವಿಜನ/ಪ್ಯಾ/2025–26/1011: [1159, 1986, 1356, 1999]
- tender-phone: ದೂ.08394–2000091 E-Mail dcpuvjnr@gmail.com: [1178, 1968, 1467, 1981]
- masthead: ಹೊಸಪೇಟೆ ಟೈಮ್ಸ್: [757, 9, 910, 39]
- story2-dateline: ವಿಜಯನಗರ(ಹೊಸಪೇಟೆ):: [777, 503, 898, 519]
- notice-whom: To, whom so ever it may concern.: [501, 2008, 668, 2021]
- ad2-l3: ಗುರು ಸದ್ಗುರುನಂದ ಲೈನ್ ಮೇನ್‌ಬಜಾರ್, ಹೊಸಪೇಟೆ: [1241, 378, 1485, 395]
- notice-whom: TO, WHOM SO EVER IT MAY CONCERN: [473, 1581, 696, 1594]
- top-banner: ಜಿಲ್ಲೆಯಾದ್ಯಂತ ಸಂಭ್ರಮದ ಸ್ವಾತಂತ್ರ್ಯೋತ್ಸವ : ಹೆಮ್ಮೆಯ ಧ್ವಜಸ್ತಂಭದಲ್ಲಿ ಹಾರಾಡದ ತಿರಂಗಾ: [23, 56, 1220, 140]
- notice-whom: To. Whom so ever it may concern.: [872, 1992, 1042, 2006]
- tender-line3: ಜಿಲ್ಲಾ ಮಕ್ಕಳ ರಕ್ಷಣಾ ಘಟಕ, ವಿಜಯನಗರ: [1269, 1937, 1418, 1950]
- notice-3: [1150, 1460, 1495, 1884]
- tender-title: ಇ–ಪ್ರೊಕ್ಯೂರ್‌ಮೆಂಟ್ ಟೆಂಡರ್ ಪ್ರಕಟಣೆ: [1159, 2003, 1486, 2018]
- notice-title: IN THE COURT OF THE HONOURABLE 2ND ADDITIONAL CIVIL JUDGE AND J.M.F.C AT HOSAPETE: [49, 1871, 371, 1900]
- weather-line2: ಸೋಮ : ಗರಿಷ್ಠ : 41°, ಕನಿಷ್ಠ : 29°: [1245, 1250, 1421, 1265]
- story1-headline: [23, 159, 769, 276]
- notice-2: [773, 1460, 1142, 1881]
- notice-title: IN THE COURT OF THE HONOURABLE 3RD ADDITIONAL CIVIL JUDGE AND J.M.F.C HOSAPETE.: [1161, 1471, 1484, 1500]
- notice-petitioner: Mangilal Soni & Others .............Petitioners: [413, 1948, 603, 1961]
- notice-4: [23, 1860, 396, 2396]
